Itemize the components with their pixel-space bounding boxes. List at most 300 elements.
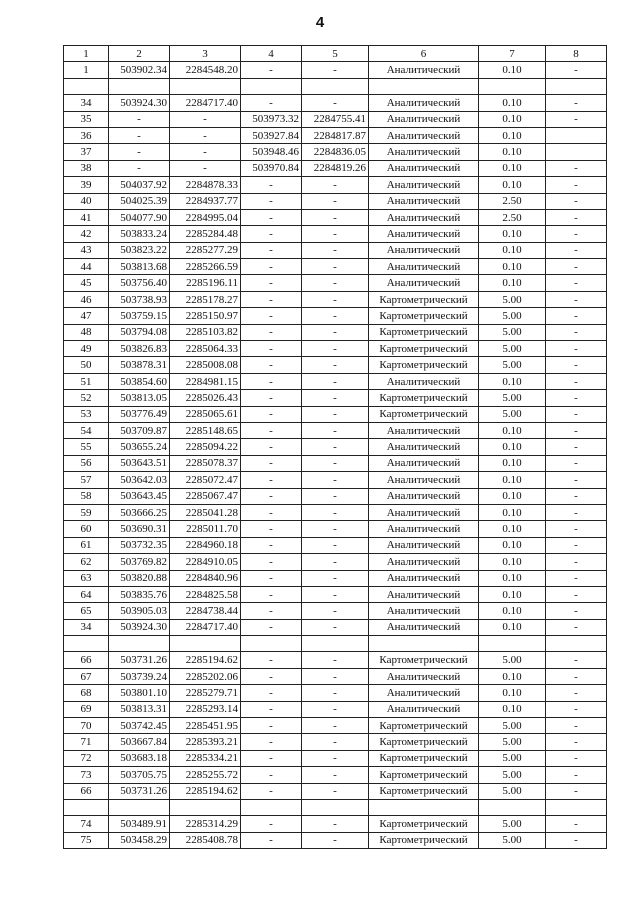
table-cell: Картометрический: [369, 341, 479, 357]
table-cell: -: [109, 127, 170, 143]
table-cell: 75: [64, 832, 109, 848]
table-cell: 2285314.29: [170, 816, 241, 832]
table-cell: Аналитический: [369, 259, 479, 275]
table-cell: -: [241, 308, 302, 324]
table-cell: 73: [64, 767, 109, 783]
table-cell: 503833.24: [109, 226, 170, 242]
table-cell: Аналитический: [369, 504, 479, 520]
table-cell: -: [302, 537, 369, 553]
table-cell: 503642.03: [109, 472, 170, 488]
table-cell: 503756.40: [109, 275, 170, 291]
table-cell: 39: [64, 177, 109, 193]
table-row: [64, 570, 607, 586]
table-cell: 503690.31: [109, 521, 170, 537]
table-cell: -: [109, 160, 170, 176]
table-cell: 2284937.77: [170, 193, 241, 209]
table-row: [64, 832, 607, 848]
table-cell: 2285072.47: [170, 472, 241, 488]
table-cell: -: [546, 111, 607, 127]
table-cell: -: [546, 652, 607, 668]
table-cell: Аналитический: [369, 488, 479, 504]
table-cell: -: [546, 209, 607, 225]
table-cell: 2285008.08: [170, 357, 241, 373]
table-cell: 46: [64, 291, 109, 307]
table-cell-empty: [369, 799, 479, 815]
table-cell: 2285041.28: [170, 504, 241, 520]
table-cell: 41: [64, 209, 109, 225]
table-cell: -: [241, 504, 302, 520]
table-cell: -: [546, 718, 607, 734]
table-cell: -: [546, 291, 607, 307]
table-cell: -: [546, 783, 607, 799]
table-cell: 60: [64, 521, 109, 537]
table-cell: -: [302, 570, 369, 586]
table-cell: -: [546, 554, 607, 570]
table-cell: 504077.90: [109, 209, 170, 225]
table-cell: -: [241, 341, 302, 357]
table-cell: -: [241, 177, 302, 193]
table-cell: 503655.24: [109, 439, 170, 455]
table-cell: 56: [64, 455, 109, 471]
table-cell: -: [241, 259, 302, 275]
table-cell: 59: [64, 504, 109, 520]
header-cell: 4: [241, 46, 302, 62]
table-cell-empty: [479, 636, 546, 652]
table-cell: Картометрический: [369, 750, 479, 766]
table-cell: 503759.15: [109, 308, 170, 324]
table-row: [64, 406, 607, 422]
table-row: [64, 193, 607, 209]
table-cell: -: [241, 619, 302, 635]
table-cell: 0.10: [479, 701, 546, 717]
table-cell: 503769.82: [109, 554, 170, 570]
table-cell: 34: [64, 95, 109, 111]
table-cell: -: [170, 111, 241, 127]
table-cell: -: [546, 570, 607, 586]
table-cell: -: [302, 750, 369, 766]
table-cell: -: [546, 95, 607, 111]
table-cell: 34: [64, 619, 109, 635]
table-cell: 0.10: [479, 603, 546, 619]
table-cell: Аналитический: [369, 144, 479, 160]
table-cell-empty: [109, 78, 170, 94]
table-row: [64, 718, 607, 734]
table-cell: 503924.30: [109, 619, 170, 635]
table-cell: Картометрический: [369, 734, 479, 750]
table-cell-empty: [241, 636, 302, 652]
table-cell-empty: [109, 799, 170, 815]
table-cell: -: [302, 455, 369, 471]
table-cell: 0.10: [479, 111, 546, 127]
table-cell: -: [546, 521, 607, 537]
table-cell: 5.00: [479, 341, 546, 357]
table-cell: 503801.10: [109, 685, 170, 701]
table-cell: 503927.84: [241, 127, 302, 143]
table-cell: 0.10: [479, 144, 546, 160]
table-cell: 2285148.65: [170, 422, 241, 438]
table-cell: 37: [64, 144, 109, 160]
table-cell-empty: [64, 78, 109, 94]
table-cell: -: [241, 95, 302, 111]
table-cell-empty: [479, 78, 546, 94]
table-cell: 5.00: [479, 652, 546, 668]
table-cell: 40: [64, 193, 109, 209]
table-cell: 2285266.59: [170, 259, 241, 275]
table-row: [64, 275, 607, 291]
table-cell: 66: [64, 652, 109, 668]
table-cell: Картометрический: [369, 652, 479, 668]
table-cell: -: [302, 521, 369, 537]
table-row: [64, 324, 607, 340]
table-row: [64, 586, 607, 602]
table-cell: 63: [64, 570, 109, 586]
table-cell: 503731.26: [109, 783, 170, 799]
coordinates-table: [63, 45, 607, 849]
table-cell: -: [302, 586, 369, 602]
table-cell: 2.50: [479, 209, 546, 225]
table-cell: -: [241, 750, 302, 766]
table-row: [64, 668, 607, 684]
table-cell: Картометрический: [369, 324, 479, 340]
table-cell: Картометрический: [369, 390, 479, 406]
table-row: [64, 554, 607, 570]
table-cell: -: [302, 373, 369, 389]
table-cell: -: [241, 652, 302, 668]
table-cell-empty: [369, 636, 479, 652]
table-cell: 70: [64, 718, 109, 734]
table-cell: -: [241, 537, 302, 553]
table-cell: -: [302, 439, 369, 455]
table-cell-empty: [546, 636, 607, 652]
table-cell: 503794.08: [109, 324, 170, 340]
table-cell: Аналитический: [369, 111, 479, 127]
table-cell: 503948.46: [241, 144, 302, 160]
table-cell: 2284836.05: [302, 144, 369, 160]
table-cell: -: [546, 586, 607, 602]
table-cell: 44: [64, 259, 109, 275]
table-cell: -: [546, 472, 607, 488]
table-cell: 2285279.71: [170, 685, 241, 701]
table-cell: -: [546, 160, 607, 176]
table-cell: Аналитический: [369, 95, 479, 111]
table-cell: 1: [64, 62, 109, 78]
table-cell: 503458.29: [109, 832, 170, 848]
table-cell: -: [302, 603, 369, 619]
table-cell: -: [302, 472, 369, 488]
table-row: [64, 341, 607, 357]
table-cell: Аналитический: [369, 472, 479, 488]
table-row: [64, 422, 607, 438]
table-cell: Картометрический: [369, 816, 479, 832]
table-cell: Аналитический: [369, 537, 479, 553]
table-cell: 52: [64, 390, 109, 406]
table-cell: 0.10: [479, 685, 546, 701]
header-cell: 1: [64, 46, 109, 62]
table-cell: 2284738.44: [170, 603, 241, 619]
header-cell: 6: [369, 46, 479, 62]
table-cell: -: [546, 734, 607, 750]
table-cell: -: [546, 390, 607, 406]
table-cell: Картометрический: [369, 718, 479, 734]
table-cell: -: [302, 685, 369, 701]
table-cell: 0.10: [479, 521, 546, 537]
table-cell: 503878.31: [109, 357, 170, 373]
table-cell: -: [241, 767, 302, 783]
table-cell: 503813.68: [109, 259, 170, 275]
table-cell: 0.10: [479, 488, 546, 504]
table-cell: 2284548.20: [170, 62, 241, 78]
table-cell: -: [241, 422, 302, 438]
table-cell: -: [546, 357, 607, 373]
table-cell: Аналитический: [369, 668, 479, 684]
table-cell: 503742.45: [109, 718, 170, 734]
table-row: [64, 226, 607, 242]
table-cell: -: [241, 291, 302, 307]
table-cell: -: [241, 816, 302, 832]
table-cell: 51: [64, 373, 109, 389]
table-cell: Аналитический: [369, 455, 479, 471]
table-cell: -: [302, 95, 369, 111]
table-cell: -: [241, 718, 302, 734]
table-cell: Картометрический: [369, 832, 479, 848]
table-row: [64, 734, 607, 750]
table-row: [64, 177, 607, 193]
table-cell: 5.00: [479, 406, 546, 422]
table-cell: 5.00: [479, 783, 546, 799]
table-row: [64, 504, 607, 520]
table-cell-empty: [546, 799, 607, 815]
table-cell: Аналитический: [369, 701, 479, 717]
table-cell: -: [546, 455, 607, 471]
table-cell: 2285194.62: [170, 652, 241, 668]
header-cell: 5: [302, 46, 369, 62]
table-cell: 2285194.62: [170, 783, 241, 799]
table-cell: -: [546, 619, 607, 635]
table-cell: 2.50: [479, 193, 546, 209]
table-cell-empty: [302, 636, 369, 652]
table-cell: Аналитический: [369, 603, 479, 619]
table-cell: 2285408.78: [170, 832, 241, 848]
table-cell: -: [546, 324, 607, 340]
table-cell: 61: [64, 537, 109, 553]
table-row: [64, 390, 607, 406]
table-cell: 503731.26: [109, 652, 170, 668]
table-cell: -: [546, 832, 607, 848]
table-cell: -: [241, 783, 302, 799]
table-cell: 0.10: [479, 62, 546, 78]
table-cell: 48: [64, 324, 109, 340]
table-cell: 503823.22: [109, 242, 170, 258]
table-cell: 503489.91: [109, 816, 170, 832]
table-row: [64, 472, 607, 488]
table-cell: 0.10: [479, 226, 546, 242]
table-cell: 0.10: [479, 422, 546, 438]
table-row: [64, 291, 607, 307]
table-cell: 0.10: [479, 619, 546, 635]
table-cell: 503738.93: [109, 291, 170, 307]
table-cell: -: [302, 406, 369, 422]
table-cell: 2284755.41: [302, 111, 369, 127]
table-cell: -: [546, 685, 607, 701]
table-cell: [546, 127, 607, 143]
table-cell-empty: [109, 636, 170, 652]
table-spacer-row: [64, 78, 607, 94]
table-cell: Картометрический: [369, 406, 479, 422]
table-cell: -: [302, 324, 369, 340]
table-cell: -: [241, 62, 302, 78]
table-cell: -: [302, 193, 369, 209]
table-cell: -: [302, 422, 369, 438]
table-cell: -: [302, 554, 369, 570]
table-row: [64, 750, 607, 766]
table-cell: 2285393.21: [170, 734, 241, 750]
table-row: [64, 357, 607, 373]
table-cell: 5.00: [479, 718, 546, 734]
table-cell: Аналитический: [369, 570, 479, 586]
table-cell: -: [241, 242, 302, 258]
table-row: [64, 259, 607, 275]
table-cell: Аналитический: [369, 209, 479, 225]
table-row: [64, 783, 607, 799]
table-cell: -: [546, 406, 607, 422]
table-cell: 503813.05: [109, 390, 170, 406]
table-cell: -: [546, 603, 607, 619]
table-cell: Аналитический: [369, 177, 479, 193]
table-cell: 2285334.21: [170, 750, 241, 766]
table-cell: Аналитический: [369, 127, 479, 143]
table-cell: -: [109, 111, 170, 127]
table-cell: 0.10: [479, 160, 546, 176]
table-cell: -: [302, 242, 369, 258]
table-cell: -: [241, 406, 302, 422]
table-cell: -: [546, 242, 607, 258]
table-row: [64, 308, 607, 324]
table-cell-empty: [241, 78, 302, 94]
table-cell: 65: [64, 603, 109, 619]
table-cell: -: [241, 586, 302, 602]
table-cell: 57: [64, 472, 109, 488]
table-cell: 503905.03: [109, 603, 170, 619]
table-cell: -: [546, 193, 607, 209]
table-cell: -: [241, 455, 302, 471]
table-cell: -: [546, 668, 607, 684]
table-cell: 64: [64, 586, 109, 602]
table-cell: 2284825.58: [170, 586, 241, 602]
table-cell: 2284960.18: [170, 537, 241, 553]
table-cell: 503970.84: [241, 160, 302, 176]
table-cell: 503643.51: [109, 455, 170, 471]
table-cell: Аналитический: [369, 554, 479, 570]
table-row: [64, 685, 607, 701]
table-cell: Аналитический: [369, 193, 479, 209]
table-cell: 2285284.48: [170, 226, 241, 242]
table-cell: -: [241, 275, 302, 291]
table-cell: 0.10: [479, 668, 546, 684]
table-cell: 503813.31: [109, 701, 170, 717]
table-cell: Аналитический: [369, 226, 479, 242]
header-cell: 2: [109, 46, 170, 62]
table-cell: -: [241, 554, 302, 570]
table-cell-empty: [64, 799, 109, 815]
table-cell: -: [241, 488, 302, 504]
table-cell: -: [546, 504, 607, 520]
table-cell: -: [302, 177, 369, 193]
table-cell: 66: [64, 783, 109, 799]
table-cell-empty: [241, 799, 302, 815]
table-cell: -: [241, 472, 302, 488]
header-cell: 8: [546, 46, 607, 62]
table-cell: 72: [64, 750, 109, 766]
table-cell: 503924.30: [109, 95, 170, 111]
table-cell: 5.00: [479, 832, 546, 848]
table-cell: 2285196.11: [170, 275, 241, 291]
table-cell-empty: [64, 636, 109, 652]
table-row: [64, 439, 607, 455]
table-cell: 2284817.87: [302, 127, 369, 143]
table-cell: -: [241, 193, 302, 209]
table-cell: 503973.32: [241, 111, 302, 127]
table-cell: -: [546, 422, 607, 438]
table-cell: 503776.49: [109, 406, 170, 422]
table-body: [64, 62, 607, 849]
table-cell: 36: [64, 127, 109, 143]
table-row: [64, 111, 607, 127]
table-cell: 0.10: [479, 570, 546, 586]
table-cell: 5.00: [479, 357, 546, 373]
table-spacer-row: [64, 799, 607, 815]
table-cell: -: [302, 275, 369, 291]
table-cell: 47: [64, 308, 109, 324]
table-cell-empty: [302, 78, 369, 94]
table-cell: -: [546, 373, 607, 389]
table-cell: -: [302, 390, 369, 406]
table-cell: Картометрический: [369, 357, 479, 373]
table-cell: 5.00: [479, 734, 546, 750]
table-cell: 2285011.70: [170, 521, 241, 537]
header-cell: 3: [170, 46, 241, 62]
table-cell: -: [302, 259, 369, 275]
table-cell: -: [302, 209, 369, 225]
table-cell: 71: [64, 734, 109, 750]
table-cell: 503835.76: [109, 586, 170, 602]
table-cell: 2284840.96: [170, 570, 241, 586]
table-cell: 2284878.33: [170, 177, 241, 193]
table-cell: -: [302, 357, 369, 373]
table-cell: 503683.18: [109, 750, 170, 766]
table-cell: 2285255.72: [170, 767, 241, 783]
table-cell: -: [241, 226, 302, 242]
table-cell: 504025.39: [109, 193, 170, 209]
table-cell: -: [546, 226, 607, 242]
table-cell: 69: [64, 701, 109, 717]
table-cell: 45: [64, 275, 109, 291]
table-cell: Аналитический: [369, 521, 479, 537]
table-cell: 43: [64, 242, 109, 258]
table-cell: -: [546, 767, 607, 783]
table-cell: 503820.88: [109, 570, 170, 586]
table-cell: 74: [64, 816, 109, 832]
table-cell-empty: [170, 799, 241, 815]
table-row: [64, 242, 607, 258]
table-cell: 2284995.04: [170, 209, 241, 225]
table-cell: 0.10: [479, 259, 546, 275]
table-row: [64, 488, 607, 504]
table-cell: 2284717.40: [170, 95, 241, 111]
table-cell: 0.10: [479, 504, 546, 520]
table-cell: 2285202.06: [170, 668, 241, 684]
table-cell: 0.10: [479, 177, 546, 193]
table-row: [64, 209, 607, 225]
